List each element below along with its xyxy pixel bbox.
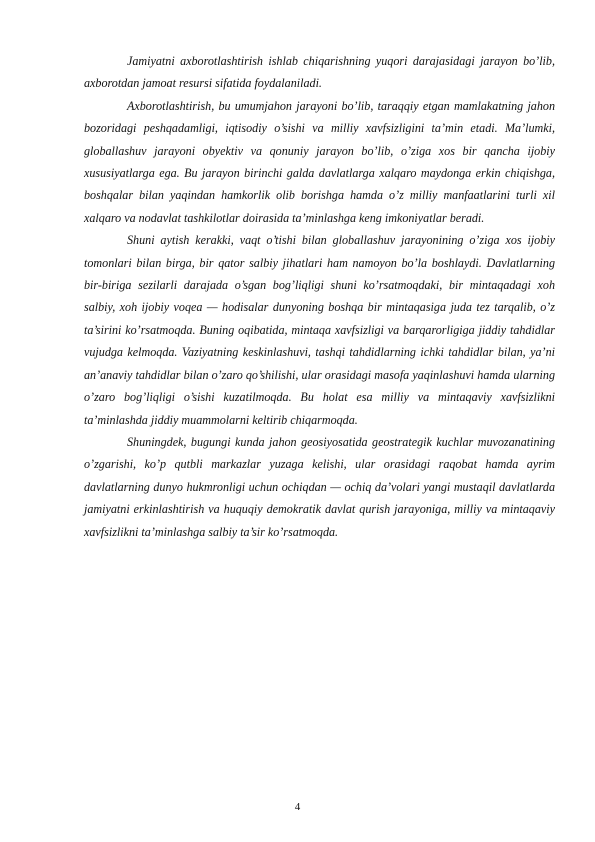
document-page — [84, 50, 555, 543]
paragraph-4: Shuningdek, bugungi kunda jahon geosiyosatida geostrategik kuchlar muvozanatining o’zgarishi, ko’p qutbli markazlar yuzaga kelishi, ular orasidagi raqobat hamda ayrim davlatlarning dunyo hukmronligi uchun ochiqdan — ochiq da’volari yangi mustaqil davlatlarda jamiyatni erkinlashtirish va huquqiy demokratik davlat qurish jarayoniga, milliy va mintaqaviy xavfsizlikni ta’minlashga salbiy ta’sir ko’rsatmoqda. — [84, 434, 555, 539]
paragraph-1: Jamiyatni axborotlashtirish ishlab chiqarishning yuqori darajasidagi jarayon bo’lib, axborotdan jamoat resursi sifatida foydalaniladi. — [84, 54, 555, 91]
page-number: 4 — [294, 801, 301, 813]
paragraph-3: Shuni aytish kerakki, vaqt o’tishi bilan globallashuv jarayonining o’ziga xos ijobiy tomonlari bilan birga, bir qator salbiy jihatlari ham namoyon bo’la boshlaydi. Davlatlarning bir-biriga sezilarli darajada o’sgan bog’liqligi shuni ko’rsatmoqdaki, bir mintaqadagi xoh salbiy, xoh ijobiy voqea — hodisalar dunyoning boshqa bir mintaqasiga juda tez tarqalib, o’z ta’sirini ko’rsatmoqda. Buning oqibatida, mintaqa xavfsizligi va barqarorligiga jiddiy tahdidlar vujudga kelmoqda. Vaziyatning keskinlashuvi, tashqi tahdidlarning ichki tahdidlar bilan, ya’ni an’anaviy tahdidlar bilan o’zaro qo’shilishi, ular orasidagi masofa yaqinlashuvi hamda ularning o’zaro bog’liqligi o’sishi kuzatilmoqda. Bu holat esa milliy va mintaqaviy xavfsizlikni ta’minlashda jiddiy muammolarni keltirib chiqarmoqda. — [84, 233, 555, 427]
paragraph-2: Axborotlashtirish, bu umumjahon jarayoni bo’lib, taraqqiy etgan mamlakatning jahon bozoridagi peshqadamligi, iqtisodiy o’sishi va milliy xavfsizligini ta’min etadi. Ma’lumki, globallashuv jarayoni obyektiv va qonuniy jarayon bo’lib, o’ziga xos bir qancha ijobiy xususiyatlarga ega. Bu jarayon birinchi galda davlatlarga xalqaro maydonga erkin chiqishga, boshqalar bilan yaqindan hamkorlik olib borishga hamda o’z milliy manfaatlarini turli xil xalqaro va nodavlat tashkilotlar doirasida ta’minlashga keng imkoniyatlar beradi. — [84, 98, 555, 225]
